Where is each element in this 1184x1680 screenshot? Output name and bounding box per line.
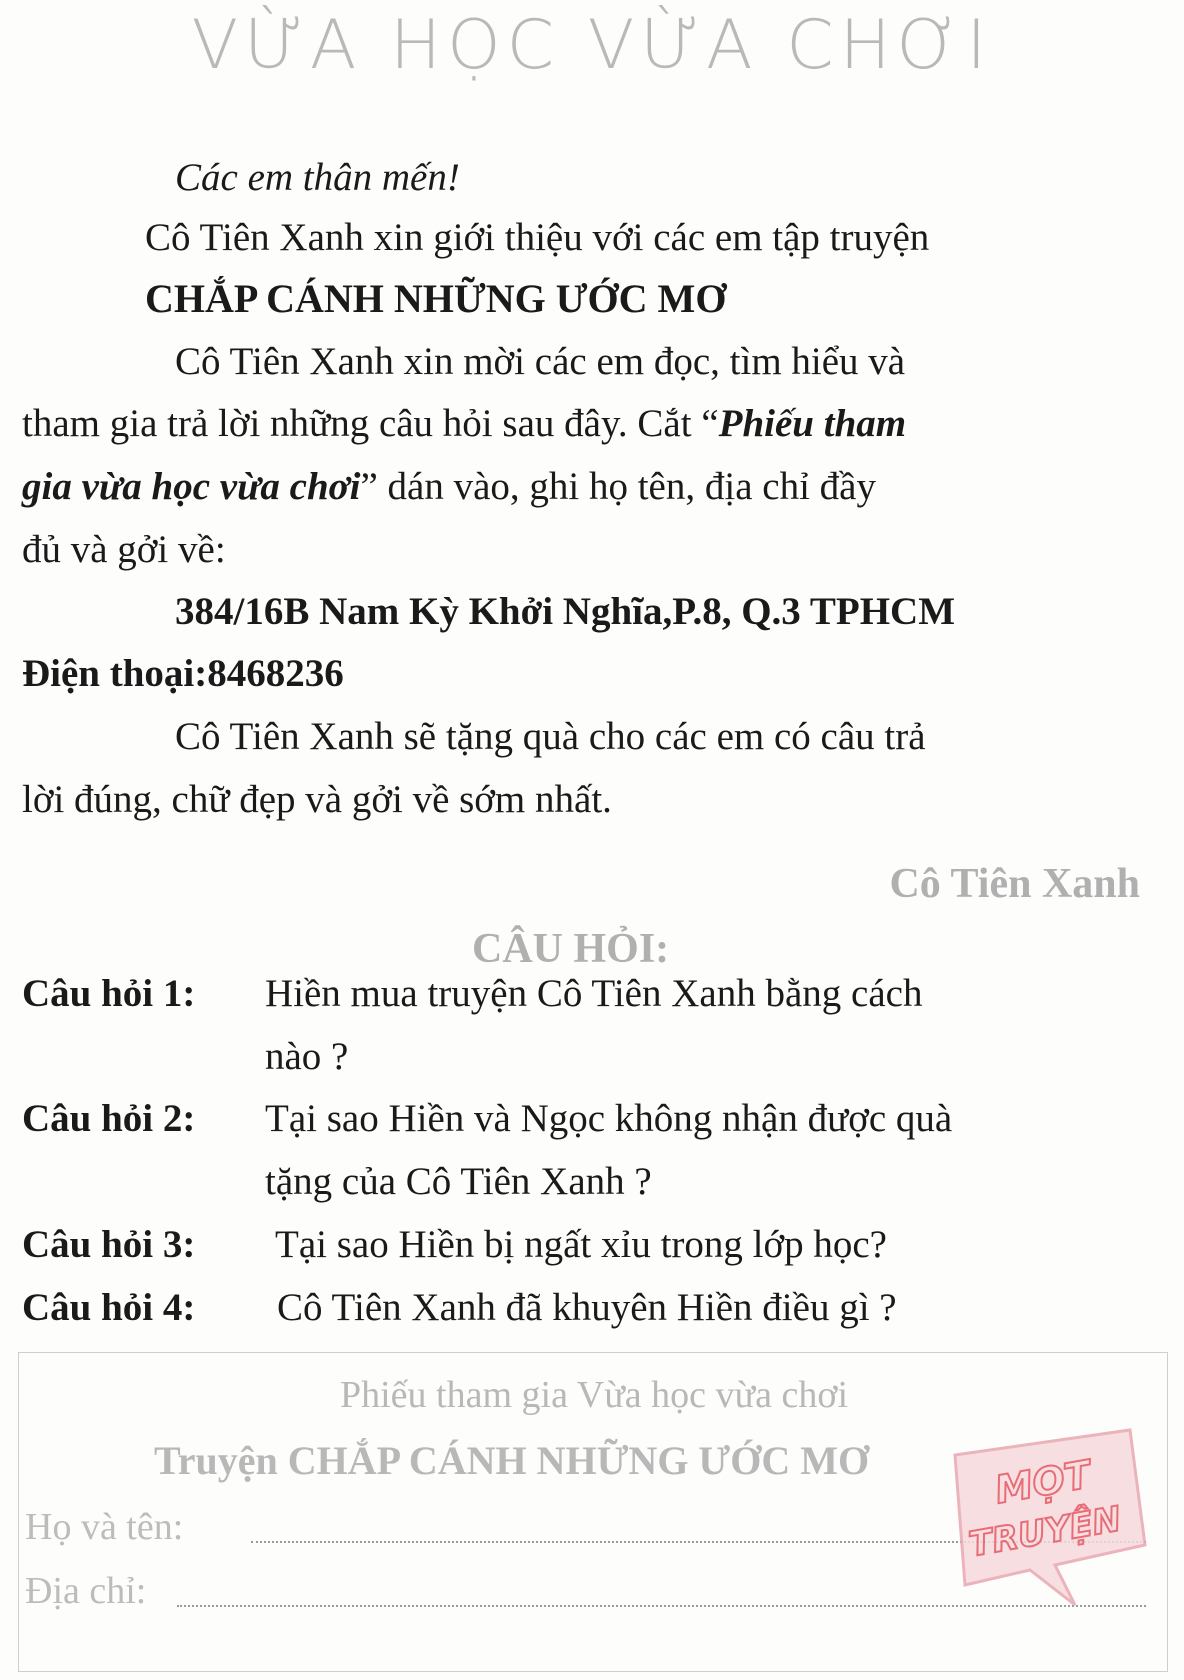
invite-text-line-2 xyxy=(22,404,906,443)
entry-form-reference: gia vừa học vừa chơi xyxy=(22,465,361,508)
intro-text: Cô Tiên Xanh xin giới thiệu với các em tập truyện xyxy=(145,216,930,259)
question-text: Hiền mua truyện Cô Tiên Xanh bằng cách xyxy=(265,972,923,1015)
invite-text-segment: ” dán vào, ghi họ tên, địa chỉ đầy xyxy=(360,465,876,508)
question-text: Tại sao Hiền và Ngọc không nhận được quà xyxy=(265,1097,953,1140)
question-3 xyxy=(22,1223,887,1266)
address-field-label: Địa chỉ: xyxy=(25,1570,147,1612)
phone-number: Điện thoại:8468236 xyxy=(22,652,344,695)
entry-form-reference: Phiếu tham xyxy=(718,402,907,445)
question-2 xyxy=(22,1097,953,1140)
name-field-label: Họ và tên: xyxy=(25,1506,184,1548)
question-1-continuation: nào ? xyxy=(265,1035,349,1078)
prize-text-line-1: Cô Tiên Xanh sẽ tặng quà cho các em có câu trả xyxy=(175,715,926,758)
question-text: Cô Tiên Xanh đã khuyên Hiền điều gì ? xyxy=(277,1286,897,1329)
book-title: CHẮP CÁNH NHỮNG ƯỚC MƠ xyxy=(145,276,727,321)
invite-text-line-4: đủ và gởi về: xyxy=(22,528,226,571)
invite-text-line-1: Cô Tiên Xanh xin mời các em đọc, tìm hiểu và xyxy=(175,340,906,383)
invite-text-line-3 xyxy=(22,467,876,506)
questions-heading: CÂU HỎI: xyxy=(472,926,670,972)
question-4 xyxy=(22,1286,897,1329)
watermark-logo xyxy=(935,1425,1150,1615)
question-label: Câu hỏi 2: xyxy=(22,1097,196,1140)
question-label: Câu hỏi 1: xyxy=(22,972,196,1015)
entry-slip-book-title: Truyện CHẮP CÁNH NHỮNG ƯỚC MƠ xyxy=(154,1438,870,1483)
watermark-text-bottom: TRUYỆN xyxy=(966,1499,1125,1566)
page-header-title: VỪA HỌC VỪA CHƠI xyxy=(191,6,993,85)
mailing-address: 384/16B Nam Kỳ Khởi Nghĩa,P.8, Q.3 TPHCM xyxy=(175,590,955,633)
question-2-continuation: tặng của Cô Tiên Xanh ? xyxy=(265,1160,652,1203)
greeting: Các em thân mến! xyxy=(175,156,460,199)
question-label: Câu hỏi 4: xyxy=(22,1286,196,1329)
question-label: Câu hỏi 3: xyxy=(22,1223,196,1266)
question-1 xyxy=(22,972,923,1015)
watermark-badge-icon xyxy=(935,1425,1150,1615)
watermark-text-top: MỌT xyxy=(991,1452,1094,1513)
question-text: Tại sao Hiền bị ngất xỉu trong lớp học? xyxy=(275,1223,887,1266)
entry-slip-title: Phiếu tham gia Vừa học vừa chơi xyxy=(339,1374,849,1416)
prize-text-line-2: lời đúng, chữ đẹp và gởi về sớm nhất. xyxy=(22,778,612,821)
invite-text-segment: tham gia trả lời những câu hỏi sau đây. Cắt “ xyxy=(22,402,719,445)
signature: Cô Tiên Xanh xyxy=(889,861,1140,907)
